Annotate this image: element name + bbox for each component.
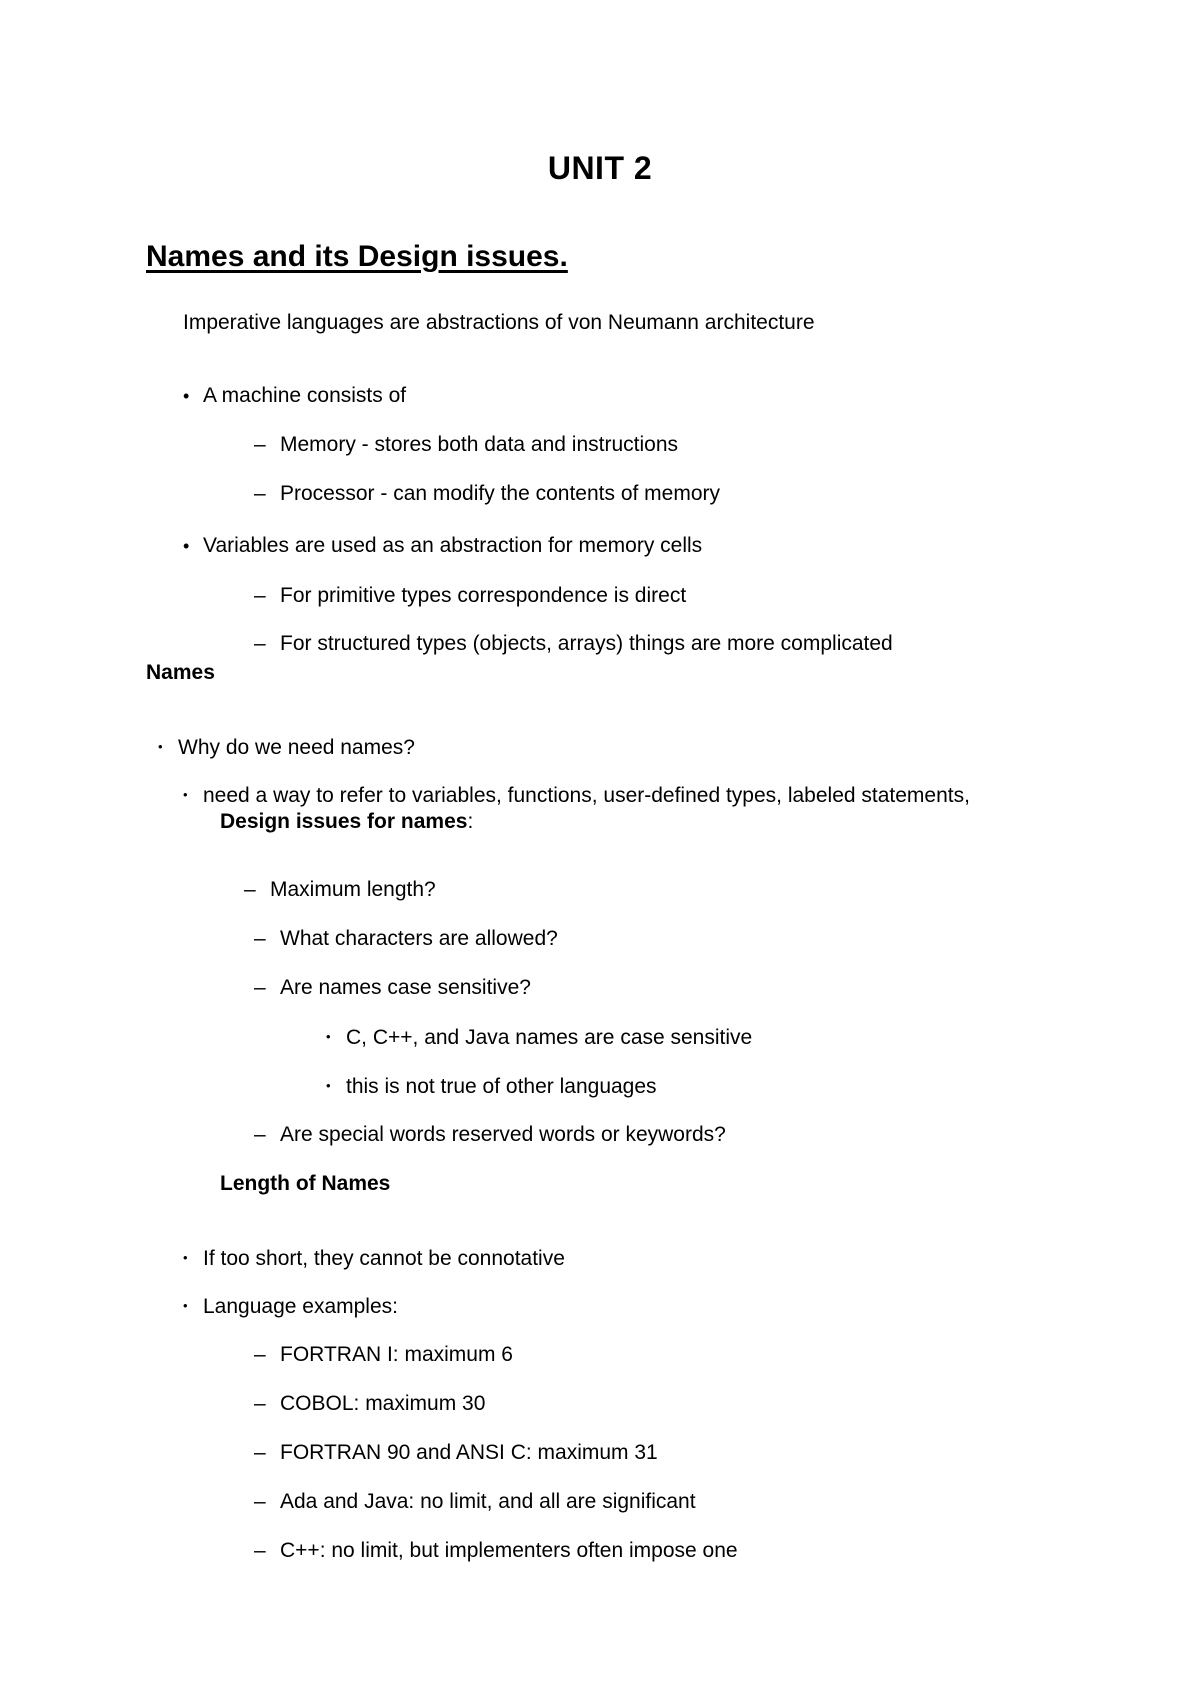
intro-text: Imperative languages are abstractions of von Neumann architecture — [183, 311, 815, 334]
sub-list-item-text: What characters are allowed? — [280, 927, 558, 950]
sub-list-item-text: COBOL: maximum 30 — [280, 1392, 486, 1415]
sub-list-item — [254, 1440, 658, 1466]
sub-list-item-text: FORTRAN 90 and ANSI C: maximum 31 — [280, 1441, 658, 1464]
sub-list-item — [254, 631, 893, 657]
bullet-icon: • — [183, 536, 190, 556]
dash-icon: – — [254, 584, 266, 607]
bullet-icon: • — [183, 1250, 188, 1265]
list-item — [183, 533, 702, 559]
length-heading: Length of Names — [220, 1172, 391, 1195]
list-item-text: A machine consists of — [203, 384, 407, 407]
dash-icon: – — [254, 976, 266, 999]
bullet-icon: • — [158, 739, 163, 754]
bullet-icon: • — [326, 1029, 331, 1044]
sub-list-item — [254, 1538, 738, 1564]
unit-title: UNIT 2 — [547, 150, 653, 186]
dash-icon: – — [244, 878, 256, 901]
list-item — [183, 1245, 565, 1272]
list-item-text: Variables are used as an abstraction for memory cells — [203, 534, 703, 557]
list-item-text: Why do we need names? — [178, 736, 415, 759]
sub-list-item — [254, 975, 531, 1001]
dash-icon: – — [254, 482, 266, 505]
sub-list-item — [244, 877, 436, 903]
sub-list-item-text: FORTRAN I: maximum 6 — [280, 1343, 513, 1366]
sub-sub-list-item-text: this is not true of other languages — [346, 1075, 657, 1098]
list-item — [158, 734, 415, 761]
sub-sub-list-item — [326, 1024, 752, 1051]
sub-list-item-text: For primitive types correspondence is direct — [280, 584, 687, 607]
sub-sub-list-item — [326, 1073, 657, 1100]
dash-icon: – — [254, 1392, 266, 1415]
sub-list-item-text: For structured types (objects, arrays) things are more complicated — [280, 632, 893, 655]
design-issues-heading — [220, 809, 473, 835]
list-item — [183, 1293, 398, 1320]
sub-list-item — [254, 1122, 726, 1148]
dash-icon: – — [254, 632, 266, 655]
sub-list-item — [254, 481, 720, 507]
sub-list-item — [254, 1391, 485, 1417]
dash-icon: – — [254, 433, 266, 456]
bullet-icon: • — [326, 1078, 331, 1093]
sub-list-item — [254, 1342, 513, 1368]
names-heading: Names — [146, 661, 215, 684]
sub-list-item — [254, 926, 558, 952]
bullet-icon: • — [183, 787, 188, 802]
sub-list-item-text: C++: no limit, but implementers often impose one — [280, 1539, 738, 1562]
dash-icon: – — [254, 1441, 266, 1464]
sub-list-item-text: Processor - can modify the contents of memory — [280, 482, 721, 505]
list-item — [183, 383, 406, 409]
dash-icon: – — [254, 1539, 266, 1562]
dash-icon: – — [254, 1343, 266, 1366]
sub-list-item-text: Are names case sensitive? — [280, 976, 531, 999]
design-issues-colon: : — [467, 810, 474, 833]
list-item-text: need a way to refer to variables, functions, user-defined types, labeled statements, — [203, 784, 970, 807]
design-issues-label: Design issues for names — [220, 810, 468, 833]
list-item-text: Language examples: — [203, 1295, 398, 1318]
dash-icon: – — [254, 1490, 266, 1513]
list-item-text: If too short, they cannot be connotative — [203, 1247, 565, 1270]
sub-sub-list-item-text: C, C++, and Java names are case sensitive — [346, 1026, 753, 1049]
section-heading: Names and its Design issues. — [146, 240, 568, 273]
sub-list-item — [254, 1489, 696, 1515]
bullet-icon: • — [183, 1298, 188, 1313]
sub-list-item-text: Are special words reserved words or keywords? — [280, 1123, 726, 1146]
sub-list-item — [254, 583, 686, 609]
bullet-icon: • — [183, 386, 190, 406]
sub-list-item — [254, 432, 678, 458]
sub-list-item-text: Ada and Java: no limit, and all are significant — [280, 1490, 696, 1513]
sub-list-item-text: Maximum length? — [270, 878, 436, 901]
sub-list-item-text: Memory - stores both data and instructions — [280, 433, 679, 456]
dash-icon: – — [254, 1123, 266, 1146]
list-item — [183, 782, 970, 809]
dash-icon: – — [254, 927, 266, 950]
